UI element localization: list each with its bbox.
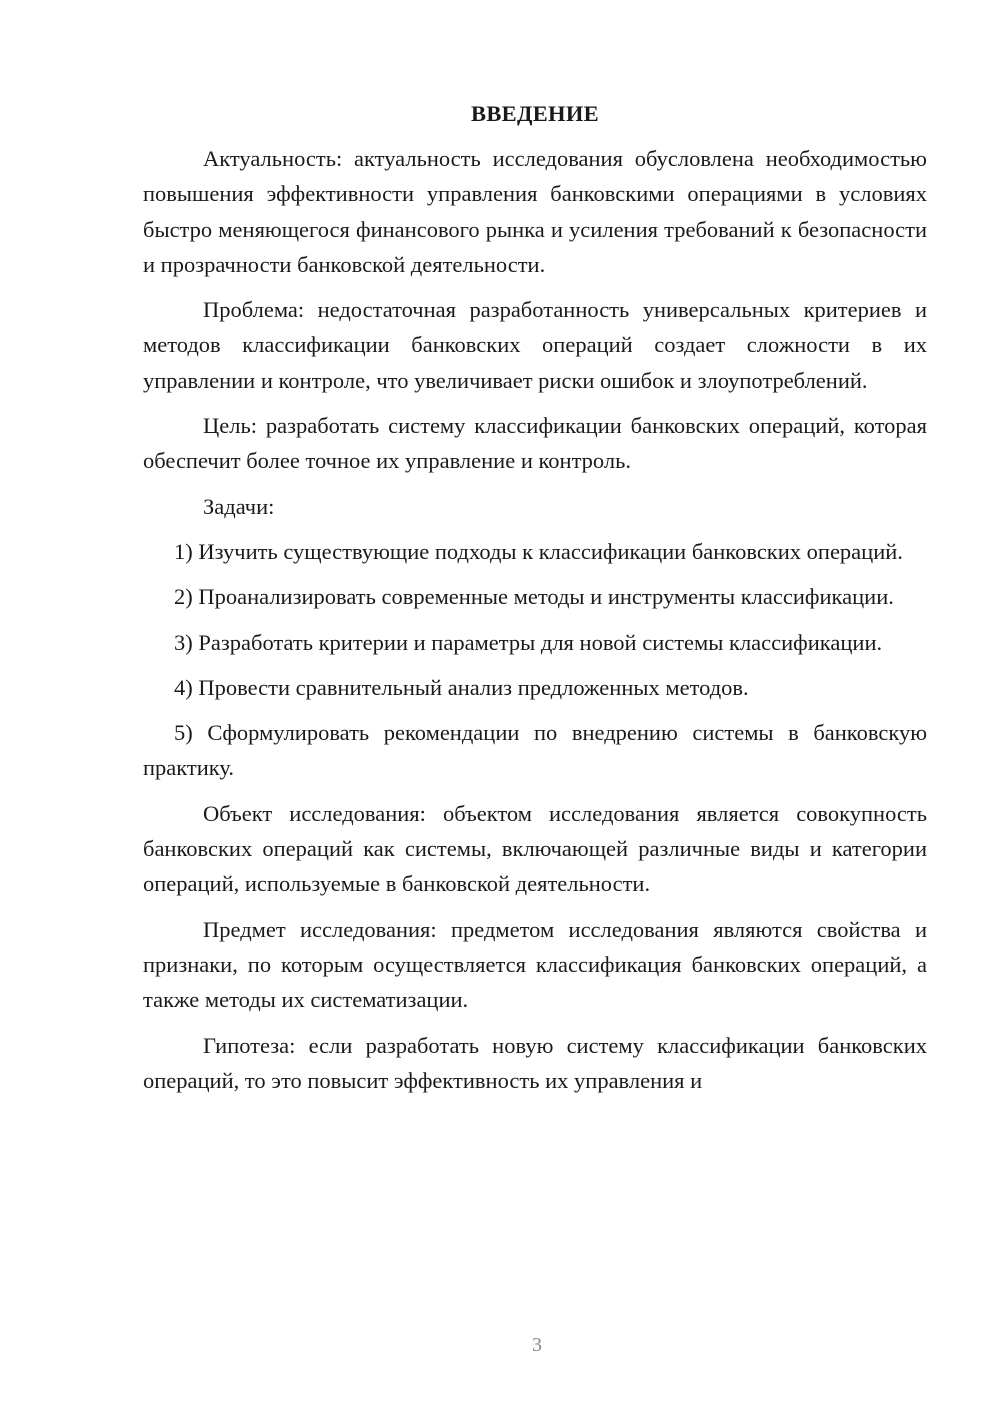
page-body bbox=[143, 96, 927, 1108]
task-item: 3) Разработать критерии и параметры для новой системы классификации. bbox=[174, 629, 883, 655]
page-number: 3 bbox=[532, 1334, 542, 1356]
tasks-heading: Задачи: bbox=[203, 493, 275, 519]
task-item: 2) Проанализировать современные методы и инструменты классификации. bbox=[174, 584, 894, 610]
problem-paragraph: Проблема: недостаточная разработанность универсальных критериев и методов классификации банковских операций создает сложности в их управлении и контроле, что увеличивает риски ошибок и злоупотреблений. bbox=[143, 297, 927, 393]
goal-paragraph: Цель: разработать систему классификации банковских операций, которая обеспечит более точное их управление и контроль. bbox=[143, 413, 927, 474]
object-paragraph: Объект исследования: объектом исследования является совокупность банковских операций как системы, включающей различные виды и категории операций, используемые в банковской деятельности. bbox=[143, 800, 927, 897]
task-item: 1) Изучить существующие подходы к классификации банковских операций. bbox=[174, 538, 903, 564]
relevance-paragraph: Актуальность: актуальность исследования обусловлена необходимостью повышения эффективности управления банковскими операциями в условиях быстро меняющегося финансового рынка и усиления требований к безопасности и прозрачности банковской деятельности. bbox=[143, 146, 927, 277]
subject-paragraph: Предмет исследования: предметом исследования являются свойства и признаки, по которым осуществляется классификация банковских операций, а также методы их систематизации. bbox=[143, 916, 927, 1013]
section-title: ВВЕДЕНИЕ bbox=[471, 101, 599, 126]
task-item: 4) Провести сравнительный анализ предложенных методов. bbox=[174, 674, 749, 700]
hypothesis-paragraph: Гипотеза: если разработать новую систему классификации банковских операций, то это повысит эффективность их управления и bbox=[143, 1032, 927, 1093]
task-item: 5) Сформулировать рекомендации по внедрению системы в банковскую практику. bbox=[143, 720, 927, 781]
